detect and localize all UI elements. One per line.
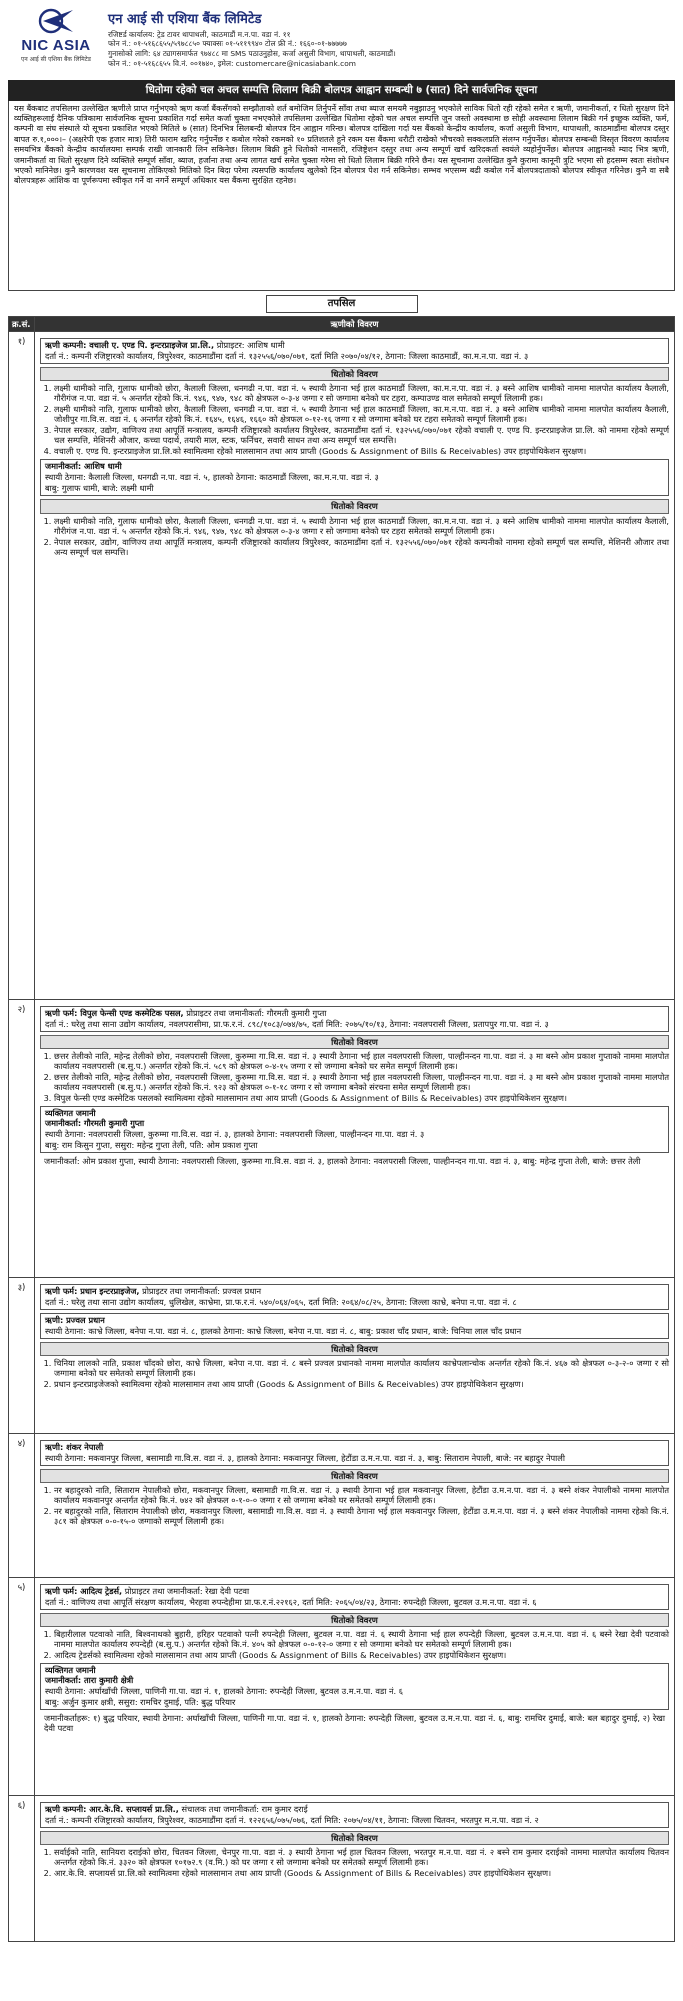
collateral-item: 2. नर बहादुरको नाति, सिताराम नेपालीको छोरा, मकवानपुर जिल्ला, बसामाडी गा.वि.स. वडा नं. ३ स्थायी ठेगाना भई हाल मकवानपुर जिल्ला, हेटौंडा उ.म.न.पा. वडा नं. ३ बस्ने शंकर नेपालीको नाममा रहेको कि.नं. ३८१ को क्षेत्रफल ०-०-१५-० जग्गाको सम्पूर्ण लिलामी हक। bbox=[54, 1506, 669, 1526]
table-row bbox=[9, 1578, 675, 1796]
col-header-sn: क्र.सं. bbox=[9, 316, 35, 331]
collateral-list bbox=[40, 1629, 669, 1660]
borrower-name: ऋणी फर्म: विपुल फेन्सी एण्ड कस्मेटिक पसल, bbox=[45, 1008, 184, 1019]
bank-info-line: फोन नं.: ०१-५१६८६५५ वि.नं. ००१७४०, इमेल: customercare@nicasiabank.com bbox=[108, 58, 356, 68]
table-row bbox=[9, 1796, 675, 1942]
collateral-list bbox=[40, 1847, 669, 1878]
guarantor-box bbox=[40, 459, 669, 496]
notice-title: धितोमा रहेको चल अचल सम्पत्ति लिलाम बिक्री बोलपत्र आह्वान सम्बन्धी ७ (सात) दिने सार्वजनिक सूचना bbox=[8, 80, 675, 101]
row-sn: ३) bbox=[9, 1278, 35, 1434]
borrower-address: स्थायी ठेगाना: मकवानपुर जिल्ला, बसामाडी गा.वि.स. वडा नं. ३, हालको ठेगाना: मकवानपुर जिल्ला, हेटौंडा उ.म.न.पा. वडा नं. ३, बाबु: सिताराम नेपाली, बाजे: नर बहादुर नेपाली bbox=[45, 1453, 565, 1464]
borrower-registration: दर्ता नं.: कम्पनी रजिष्ट्रारको कार्यालय, त्रिपुरेश्वर, काठमाडौंमा दर्ता नं. १३२५५६/०७०/०७१, दर्ता मिति २०७०/०४/१२, ठेगाना: जिल्ला काठमाडौं, का.म.न.पा. वडा नं. ३ bbox=[45, 351, 529, 362]
borrower-box bbox=[40, 1802, 669, 1828]
borrower-director: संचालक तथा जमानीकर्ता: राम कुमार दराई bbox=[181, 1804, 308, 1815]
borrower-proprietor: प्रोप्राइटर: आशिष धामी bbox=[216, 340, 285, 351]
borrower-box bbox=[40, 338, 669, 364]
table-row bbox=[9, 1434, 675, 1578]
guarantor-box bbox=[40, 1313, 669, 1339]
table-row bbox=[9, 1278, 675, 1434]
table-header-row bbox=[9, 316, 675, 331]
guarantor-relations: बाबु: गुलाफ धामी, बाजे: लक्ष्मी धामी bbox=[45, 483, 154, 494]
borrower-proprietor: प्रोप्राइटर तथा जमानीकर्ता: प्रज्वल प्रधान bbox=[142, 1286, 262, 1297]
row-sn: ६) bbox=[9, 1796, 35, 1942]
collateral-item: 1. छत्तर तेलीको नाति, महेन्द्र तेलीको छोरा, नवलपरासी जिल्ला, कुरुम्मा गा.वि.स. वडा नं. ३ स्थायी ठेगाना भई हाल नवलपरासी जिल्ला, पाल्हीनन्दन गा.पा. वडा नं. ३ मा बस्ने ओम प्रकाश गुप्ताको नाममा मालपोत कार्यालय नवलपरासी (ब.सु.प.) अन्तर्गत रहेको कि.नं. ५८९ को क्षेत्रफल ०-४-१५ जग्गा र सो जग्गामा बनेको घर समेत सम्पूर्ण लिलामी हक। bbox=[54, 1051, 669, 1071]
collateral-item: 2. लक्ष्मी धामीको नाति, गुलाफ धामीको छोरा, कैलाली जिल्ला, धनगढी न.पा. वडा नं. ५ स्थायी ठेगाना भई हाल काठमाडौं जिल्ला, का.म.न.पा. वडा नं. ३ बस्ने आशिष धामीको नाममा मालपोत कार्यालय कैलाली, जोशीपुर गा.वि.स. वडा नं. ६ अन्तर्गत रहेको कि.नं. १६४५, १६४६, १६६० को क्षेत्रफल ०-१२-१६ जग्गा र सो जग्गामा बनेको घर टहरा समेतको सम्पूर्ण लिलामी हक। bbox=[54, 404, 669, 424]
guarantor-address: स्थायी ठेगाना: कैलाली जिल्ला, धनगढी न.पा. वडा नं. ५, हालको ठेगाना: काठमाडौं जिल्ला, का.म.न.पा. वडा नं. ३ bbox=[45, 472, 379, 483]
borrower-proprietor: प्रोप्राइटर तथा जमानीकर्ता: गौरमती कुमारी गुप्ता bbox=[186, 1008, 327, 1019]
collateral-item: 1. चिनिया लालको नाति, प्रकाश चाँदको छोरा, काभ्रे जिल्ला, बनेपा न.पा. वडा नं. ८ बस्ने प्रज्वल प्रधानको नाममा मालपोत कार्यालय काभ्रेपलान्चोक अन्तर्गत रहेको कि.नं. ४६७ को क्षेत्रफल ०-३-२-० जग्गा र सो जग्गामा बनेको घर समेतको सम्पूर्ण लिलामी हक। bbox=[54, 1358, 669, 1378]
collateral-list bbox=[40, 1485, 669, 1526]
collateral-list bbox=[40, 516, 669, 557]
guarantor-relations: बाबु: अर्जुन कुमार क्षत्री, ससुरा: रामचिर दुमाई, पति: बुद्ध परियार bbox=[45, 1697, 236, 1708]
nic-asia-logo-icon bbox=[33, 6, 79, 36]
bank-name: एन आई सी एशिया बैंक लिमिटेड bbox=[108, 12, 262, 27]
guarantor-name: जमानीकर्ता: गौरमती कुमारी गुप्ता bbox=[45, 1118, 145, 1129]
guarantor-relations: बाबु: राम किसुन गुप्ता, ससुरा: महेन्द्र गुप्ता तेली, पति: ओम प्रकाश गुप्ता bbox=[45, 1140, 258, 1151]
borrower-name: ऋणी कम्पनी: आर.के.वि. सप्लायर्स प्रा.लि., bbox=[45, 1804, 179, 1815]
collateral-heading: धितोको विवरण bbox=[40, 1613, 669, 1627]
collateral-heading: धितोको विवरण bbox=[40, 1831, 669, 1845]
collateral-heading: धितोको विवरण bbox=[40, 499, 669, 513]
guarantor-name: जमानीकर्ता: तारा कुमारी क्षेत्री bbox=[45, 1675, 134, 1686]
logo-tagline: एन आई सी एशिया बैंक लिमिटेड bbox=[21, 56, 91, 64]
borrower-registration: दर्ता नं.: वाणिज्य तथा आपूर्ति संरक्षण कार्यालय, भैरहवा रुपन्देहीमा प्रा.फ.र.नं.२२१६२, दर्ता मिति: २०६५/०४/२३, ठेगाना: रुपन्देही जिल्ला, बुटवल उ.म.न.पा. वडा नं. ६ bbox=[45, 1597, 537, 1608]
collateral-item: 2. नेपाल सरकार, उद्योग, वाणिज्य तथा आपूर्ति मन्त्रालय, कम्पनी रजिष्ट्रारको कार्यालय त्रिपुरेश्वर, काठमाडौंमा दर्ता नं. १३२५५६/०७०/०७१ रहेको कम्पनीको नाममा रहेको सम्पूर्ण चल सम्पत्ति, मेशिनरी औजार तथा अन्य सम्पूर्ण चल सम्पत्ति। bbox=[54, 537, 669, 557]
collateral-item: 2. छत्तर तेलीको नाति, महेन्द्र तेलीको छोरा, नवलपरासी जिल्ला, कुरुम्मा गा.वि.स. वडा नं. ३ स्थायी ठेगाना भई हाल नवलपरासी जिल्ला, पाल्हीनन्दन गा.पा. वडा नं. ३ मा बस्ने ओम प्रकाश गुप्ताको नाममा मालपोत कार्यालय नवलपरासी (ब.सु.प.) अन्तर्गत रहेको कि.नं. ९२३ को क्षेत्रफल ०-१-१८ जग्गा र सो जग्गामा बनेको संरचना समेत सम्पूर्ण लिलामी हक। bbox=[54, 1072, 669, 1092]
borrower-name: ऋणी: शंकर नेपाली bbox=[45, 1442, 104, 1453]
guarantor-name: ऋणी: प्रज्वल प्रधान bbox=[45, 1315, 105, 1326]
collateral-item: 2. प्रधान इन्टरप्राइजेजको स्वामित्वमा रहेको मालसामान तथा आय प्राप्ती (Goods & Assignment of Bills & Receivables) उपर हाइपोथिकेशन सुरक्षण। bbox=[54, 1379, 669, 1389]
guarantor-box bbox=[40, 1663, 669, 1710]
row-sn: ५) bbox=[9, 1578, 35, 1796]
row-sn: २) bbox=[9, 1000, 35, 1278]
collateral-heading: धितोको विवरण bbox=[40, 1035, 669, 1049]
guarantee-type: व्यक्तिगत जमानी bbox=[45, 1108, 96, 1119]
table-row bbox=[9, 332, 675, 1000]
borrower-registration: दर्ता नं.: घरेलु तथा साना उद्योग कार्यालय, धुलिखेल, काभ्रेमा, प्रा.फ.र.नं. ५४०/०६४/०६५, दर्ता मिति: २०६४/०८/२५, ठेगाना: जिल्ला काभ्रे, बनेपा न.पा. वडा नं. ८ bbox=[45, 1297, 517, 1308]
guarantor-name: जमानीकर्ता: आशिष धामी bbox=[45, 461, 122, 472]
borrower-box bbox=[40, 1284, 669, 1310]
guarantor-address: स्थायी ठेगाना: नवलपरासी जिल्ला, कुरुम्मा गा.वि.स. वडा नं. ३, हालको ठेगाना: नवलपरासी जिल्ला, पाल्हीनन्दन गा.पा. वडा नं. ३ bbox=[45, 1129, 425, 1140]
collateral-item: 1. नर बहादुरको नाति, सिताराम नेपालीको छोरा, मकवानपुर जिल्ला, बसामाडी गा.वि.स. वडा नं. ३ स्थायी ठेगाना भई हाल मकवानपुर जिल्ला, हेटौंडा उ.म.न.पा. वडा नं. ३ बस्ने शंकर नेपालीको नाममा मालपोत कार्यालय मकवानपुर अन्तर्गत रहेको कि.नं. ७४२ को क्षेत्रफल ०-१-०-० जग्गा र सो जग्गामा बनेको घर समेतको सम्पूर्ण लिलामी हक। bbox=[54, 1485, 669, 1505]
tapasil-heading: तपसिल bbox=[266, 295, 418, 313]
collateral-list bbox=[40, 1358, 669, 1389]
collateral-list bbox=[40, 383, 669, 456]
brand-name: NIC ASIA bbox=[21, 37, 91, 54]
collateral-heading: धितोको विवरण bbox=[40, 1342, 669, 1356]
borrower-box bbox=[40, 1440, 669, 1466]
bank-logo bbox=[14, 6, 98, 64]
borrower-proprietor: प्रोप्राइटर तथा जमानीकर्ता: रेखा देवी पटवा bbox=[124, 1586, 250, 1597]
borrower-registration: दर्ता नं.: घरेलु तथा साना उद्योग कार्यालय, नवलपरासीमा, प्रा.फ.र.नं. ८९८/१०८३/०७४/७५, दर्ता मिति: २०७५/१०/१३, ठेगाना: नवलपरासी जिल्ला, प्रतापपुर गा.पा. वडा नं. ३ bbox=[45, 1019, 549, 1030]
borrower-name: ऋणी फर्म: आदित्य ट्रेडर्स, bbox=[45, 1586, 123, 1597]
borrower-box bbox=[40, 1006, 669, 1032]
collateral-heading: धितोको विवरण bbox=[40, 1469, 669, 1483]
bank-info-line: रजिष्टर्ड कार्यालय: ट्रेड टावर थापाथली, काठमाडौं म.न.पा. वडा नं. ११ bbox=[108, 29, 291, 39]
borrower-box bbox=[40, 1584, 669, 1610]
guarantor-extra: जमानीकर्ता: ओम प्रकाश गुप्ता, स्थायी ठेगाना: नवलपरासी जिल्ला, कुरुम्मा गा.वि.स. वडा नं. ३, हालको ठेगाना: नवलपरासी जिल्ला, पाल्हीनन्दन गा.पा. वडा नं. ३, बाबु: महेन्द्र गुप्ता तेली, बाजे: छत्तर तेली bbox=[44, 1156, 641, 1167]
bank-info-line: गुनासोको लागि: ६४ ट्यागसमार्फत ९७४८८ मा SMS पठाउनुहोस, कर्जा असुली विभाग, थापाथली, काठमाडौं। bbox=[108, 49, 396, 59]
guarantor-address: स्थायी ठेगाना: अर्घाखाँची जिल्ला, पाणिनी गा.पा. वडा नं. १, हालको ठेगाना: रुपन्देही जिल्ला, बुटवल उ.म.न.पा. वडा नं. ६ bbox=[45, 1686, 404, 1697]
bank-header bbox=[8, 6, 675, 78]
guarantor-address: स्थायी ठेगाना: काभ्रे जिल्ला, बनेपा न.पा. वडा नं. ८, हालको ठेगाना: काभ्रे जिल्ला, बनेपा न.पा. वडा नं. ८, बाबु: प्रकाश चाँद प्रधान, बाजे: चिनिया लाल चाँद प्रधान bbox=[45, 1326, 522, 1337]
collateral-item: 1. लक्ष्मी धामीको नाति, गुलाफ धामीको छोरा, कैलाली जिल्ला, धनगढी न.पा. वडा नं. ५ स्थायी ठेगाना भई हाल काठमाडौं जिल्ला, का.म.न.पा. वडा नं. ३ बस्ने आशिष धामीको नाममा मालपोत कार्यालय कैलाली, गौरीगंज न.पा. वडा नं. ५ अन्तर्गत रहेको कि.नं. ९४६, ९४७, ९४८ को क्षेत्रफल ०-३-४ जग्गा र सो जग्गामा बनेको घर टहरा, कम्पाउण्ड वाल समेतको सम्पूर्ण लिलामी हक। bbox=[54, 383, 669, 403]
collateral-item: 1. सर्वाईको नाति, सानियरा दराईको छोरा, चितवन जिल्ला, चेनपुर गा.पा. वडा नं. ३ स्थायी ठेगाना भई हाल चितवन जिल्ला, भरतपुर म.न.पा. वडा नं. २ बस्ने राम कुमार दराईको नाममा मालपोत कार्यालय चितवन अन्तर्गत रहेको कि.नं. ३३२० को क्षेत्रफल १०१७२.९ (व.मि.) को घर जग्गा र सो जग्गामा बनेको घर समेतको सम्पूर्ण लिलामी हक। bbox=[54, 1847, 669, 1867]
bank-info-line: फोन नं.: ०१-५१६८६५५/५९७८८५० फ्याक्सः ०१-५११९९४० टोल फ्री नं.: १६६०-०१-७७७७७ bbox=[108, 39, 347, 49]
borrower-name: ऋणी कम्पनी: वचाली ए. एण्ड पि. इन्टरप्राइजेज प्रा.लि., bbox=[45, 340, 215, 351]
collateral-item: 4. वचाली ए. एण्ड पि. इन्टरप्राइजेज प्रा.लि.को स्वामित्वमा रहेको मालसामान तथा आय प्राप्ती (Goods & Assignment of Bills & Receivables) उपर हाइपोथिकेशन सुरक्षण। bbox=[54, 446, 669, 456]
bank-info bbox=[108, 6, 675, 68]
guarantor-box bbox=[40, 1106, 669, 1153]
guarantee-type: व्यक्तिगत जमानी bbox=[45, 1665, 96, 1676]
borrower-table bbox=[8, 316, 675, 1942]
borrower-name: ऋणी फर्म: प्रधान इन्टरप्राइजेज, bbox=[45, 1286, 140, 1297]
collateral-item: 2. आर.के.वि. सप्लायर्स प्रा.लि.को स्वामित्वमा रहेको मालसामान तथा आय प्राप्ती (Goods & Assignment of Bills & Receivables) उपर हाइपोथिकेशन सुरक्षण। bbox=[54, 1868, 669, 1878]
notice-body: यस बैंकबाट तपसिलमा उल्लेखित ऋणीले प्राप्त गर्नुभएको ऋण कर्जा बैंकसँगको सम्झौताको शर्त बमोजिम तिर्नुपर्ने साँवा तथा ब्याज समयमै नबुझाउनु भएकोले साविक धितो रही रहेको समेत र ऋणी, जमानीकर्ता, र धितो सुरक्षण दिने व्यक्तिहरूलाई दैनिक पत्रिकामा सार्वजनिक सूचना प्रकाशित गर्दा समेत कर्जा चुक्ता नभएकोले तपसिलमा उल्लेखित धितोमा रहेको चल अचल सम्पत्ति जुन जस्तो अवस्थामा छ सोही अवस्थामा लिलाम बिक्री गर्न इच्छुक व्यक्ति, फर्म, कम्पनी वा संघ संस्थाले यो सूचना प्रकाशित भएको मितिले ७ (सात) दिनभित्र सिलबन्दी बोलपत्र दिन आह्वान गरिन्छ। बोलपत्र दाखिला गर्दा यस बैंकको केन्द्रीय कार्यालय, कर्जा असुली विभाग, थापाथली, काठमाडौंमा बोलपत्र दस्तुर बापत रु.१,०००।– (अक्षरेपी एक हजार मात्र) तिरी फाराम खरिद गर्नुपर्नेछ र कबोल गरेको रकमको १० प्रतिशतले हुने रकम यस बैंकमा धरौटी राखेको भौचरको सक्कलप्रति संलग्न गर्नुपर्नेछ। बोलपत्र सम्बन्धी विस्तृत विवरण कार्यालय समयभित्र बैंकको केन्द्रीय कार्यालयमा सम्पर्क राखी जानकारी लिन सकिनेछ। लिलाम बिक्री हुने धितोको नामसारी, रजिष्ट्रेशन दस्तुर तथा अन्य सम्पूर्ण खर्च खरिदकर्ता स्वयंले व्यहोर्नुपर्नेछ। बोलपत्र आह्वानको म्याद भित्र ऋणी, जमानीकर्ता वा धितो सुरक्षण दिने व्यक्तिले सम्पूर्ण साँवा, ब्याज, हर्जाना तथा अन्य लागत खर्च समेत चुक्ता गरेमा सो धितो लिलाम बिक्री गरिने छैन। यस सूचनामा उल्लेखित कुनै कुरामा कानूनी त्रुटि भएमा सो हदसम्म स्वतः संशोधन भएको मानिनेछ। कुनै कारणवश यस सूचनामा तोकिएको मितिको दिन बिदा परेमा त्यसपछि कार्यालय खुलेको दिन बोलपत्र पेश गर्न सकिनेछ। सम्भव भएसम्म बढी कबोल गर्ने बोलपत्रदाताको बोलपत्र स्वीकृत गरिनेछ। कुनै वा सबै बोलपत्रहरू आंशिक वा पूर्णरूपमा स्वीकृत गर्ने वा नगर्ने सम्पूर्ण अधिकार यस बैंकमा सुरक्षित रहनेछ। bbox=[8, 101, 675, 291]
notice-page bbox=[8, 0, 675, 1942]
collateral-item: 3. विपुल फेन्सी एण्ड कस्मेटिक पसलको स्वामित्वमा रहेको मालसामान तथा आय प्राप्ती (Goods & Assignment of Bills & Receivables) उपर हाइपोथिकेशन सुरक्षण। bbox=[54, 1093, 669, 1103]
row-sn: ४) bbox=[9, 1434, 35, 1578]
collateral-list bbox=[40, 1051, 669, 1103]
guarantor-extra: जमानीकर्ताहरू: १) बुद्ध परियार, स्थायी ठेगाना: अर्घाखाँची जिल्ला, पाणिनी गा.पा. वडा नं. १, हालको ठेगाना: रुपन्देही जिल्ला, बुटवल उ.म.न.पा. वडा नं. ६, बाबु: रामचिर दुमाई, बाजे: बल बहादुर दुमाई, २) रेखा देवी पटवा bbox=[44, 1713, 665, 1734]
collateral-item: 1. बिहारीलाल पटवाको नाति, बिश्वनाथको बुहारी, हरिहर पटवाको पत्नी रुपन्देही जिल्ला, बुटवल न.पा. वडा नं. ६ स्थायी ठेगाना भई हाल रुपन्देही जिल्ला, बुटवल उ.म.न.पा. वडा नं. ६ बस्ने रेखा देवी पटवाको नाममा मालपोत कार्यालय रुपन्देही (ब.सु.प.) अन्तर्गत रहेको कि.नं. ४०५ को क्षेत्रफल ०-०-१२-० जग्गा र सो जग्गामा बनेको घर समेतको सम्पूर्ण लिलामी हक। bbox=[54, 1629, 669, 1649]
row-sn: १) bbox=[9, 332, 35, 1000]
col-header-desc: ऋणीको विवरण bbox=[35, 316, 675, 331]
collateral-item: 3. नेपाल सरकार, उद्योग, वाणिज्य तथा आपूर्ति मन्त्रालय, कम्पनी रजिष्ट्रारको कार्यालय त्रिपुरेश्वर, काठमाडौंमा दर्ता नं. १३२५५६/०७०/०७१ रहेको वचाली ए. एण्ड पि. इन्टरप्राइजेज प्रा.लि. को नाममा रहेको सम्पूर्ण चल सम्पत्ति, मेशिनरी औजार, कच्चा पदार्थ, तयारी माल, स्टक, फर्निचर, सवारी साधन तथा अन्य सम्पूर्ण चल सम्पत्ति। bbox=[54, 425, 669, 445]
table-row bbox=[9, 1000, 675, 1278]
collateral-item: 1. लक्ष्मी धामीको नाति, गुलाफ धामीको छोरा, कैलाली जिल्ला, धनगढी न.पा. वडा नं. ५ स्थायी ठेगाना भई हाल काठमाडौं जिल्ला, का.म.न.पा. वडा नं. ३ बस्ने आशिष धामीको नाममा मालपोत कार्यालय कैलाली, गौरीगंज न.पा. वडा नं. ५ अन्तर्गत रहेको कि.नं. ९४६, ९४७, ९४८ को क्षेत्रफल ०-३-४ जग्गा र सो जग्गामा बनेको घर टहरा समेतको सम्पूर्ण लिलामी हक। bbox=[54, 516, 669, 536]
collateral-heading: धितोको विवरण bbox=[40, 367, 669, 381]
borrower-registration: दर्ता नं.: कम्पनी रजिष्ट्रारको कार्यालय, त्रिपुरेश्वर, काठमाडौंमा दर्ता नं. १२२६५६/०७५/०७६, दर्ता मिति: २०७५/०४/११, ठेगाना: जिल्ला चितवन, भरतपुर म.न.पा. वडा नं. २ bbox=[45, 1815, 539, 1826]
collateral-item: 2. आदित्य ट्रेडर्सको स्वामित्वमा रहेको मालसामान तथा आय प्राप्ती (Goods & Assignment of Bills & Receivables) उपर हाइपोथिकेशन सुरक्षण। bbox=[54, 1650, 669, 1660]
